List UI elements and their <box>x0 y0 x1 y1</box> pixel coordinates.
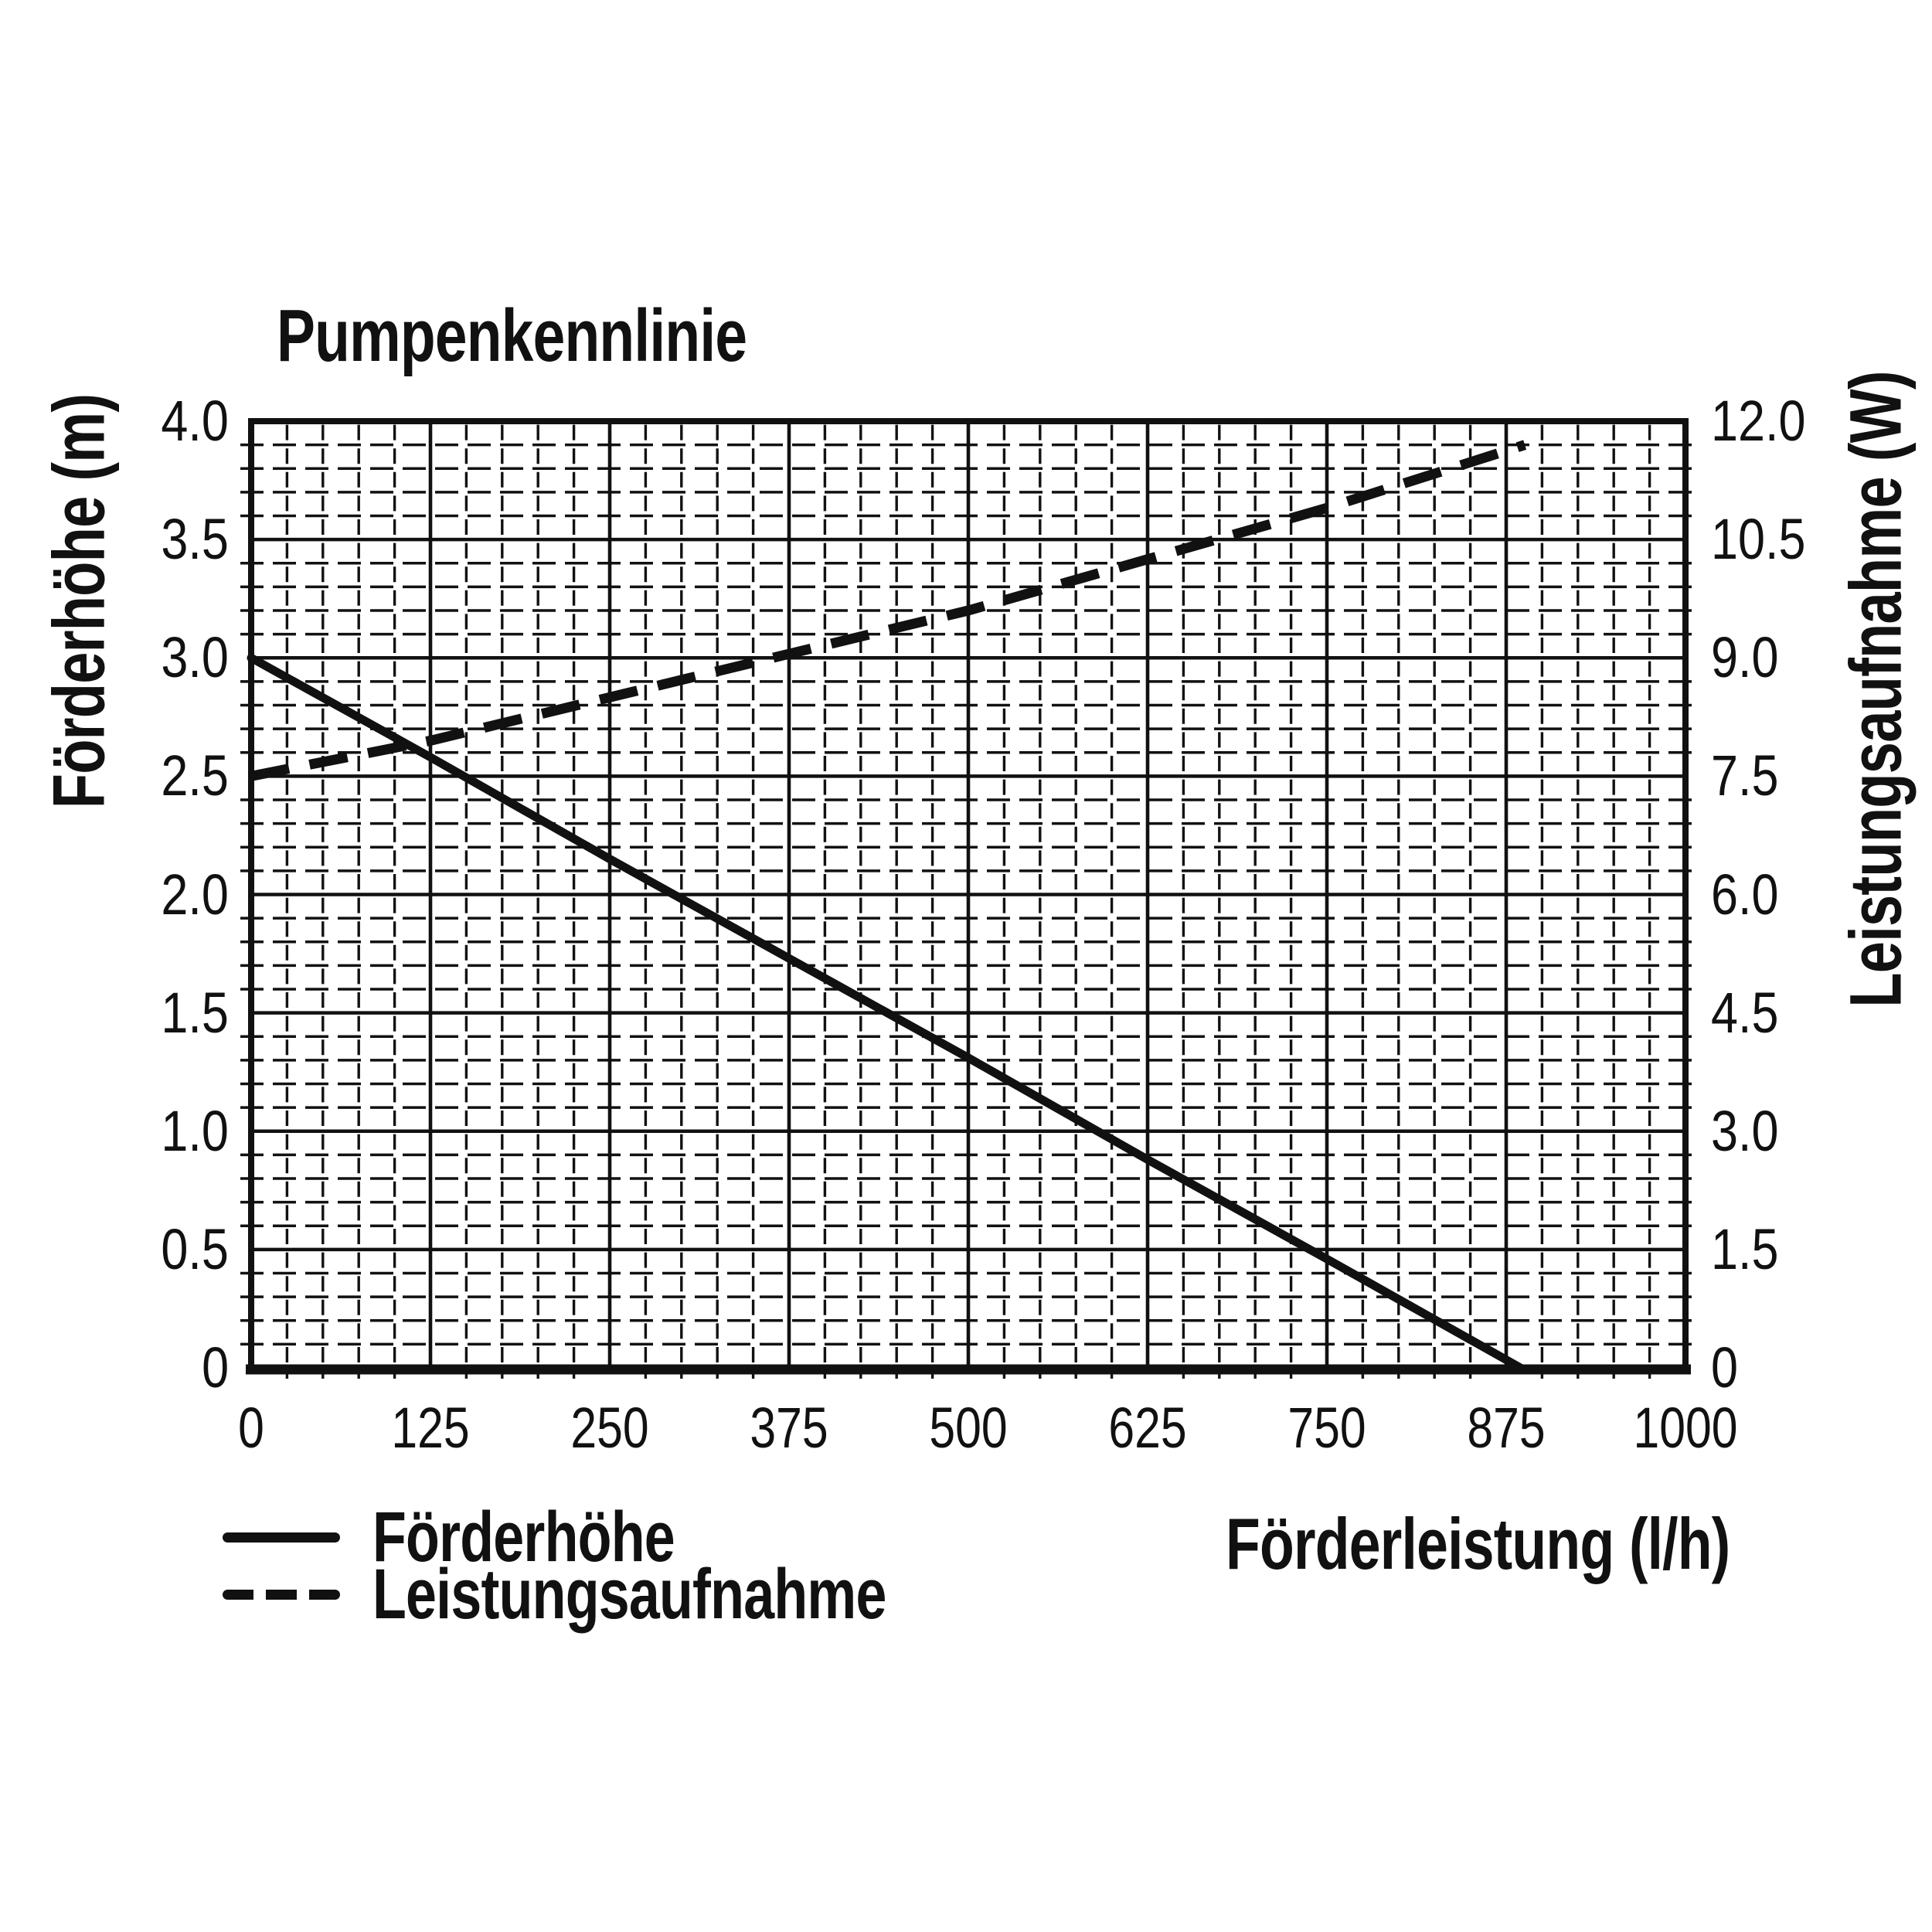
y-right-tick-label: 12.0 <box>1711 389 1806 453</box>
x-axis-title: Förderleistung (l/h) <box>1225 1503 1730 1584</box>
legend <box>223 1498 1031 1634</box>
y-left-tick-label: 4.0 <box>161 389 229 453</box>
x-tick-label: 375 <box>750 1396 828 1460</box>
y-left-tick-label: 2.5 <box>161 743 229 808</box>
y-right-tick-label: 3.0 <box>1711 1098 1779 1163</box>
chart-title: Pumpenkennlinie <box>277 294 747 377</box>
x-tick-label: 500 <box>929 1396 1008 1460</box>
x-tick-label: 0 <box>238 1396 264 1460</box>
legend-label: Leistungsaufnahme <box>372 1555 886 1634</box>
legend-solid-line-swatch <box>223 1532 340 1543</box>
left-axis-title: Förderhöhe (m) <box>38 393 121 809</box>
x-tick-label: 750 <box>1287 1396 1366 1460</box>
y-left-tick-label: 2.0 <box>161 862 229 927</box>
x-tick-label: 625 <box>1108 1396 1187 1460</box>
right-axis-title: Leistungsaufnahme (W) <box>1835 371 1917 1008</box>
y-right-tick-label: 7.5 <box>1711 743 1779 808</box>
legend-label: Förderhöhe <box>372 1498 675 1577</box>
y-right-tick-label: 6.0 <box>1711 862 1779 927</box>
legend-item <box>223 1555 1031 1634</box>
y-left-tick-label: 0.5 <box>161 1216 229 1281</box>
y-left-tick-label: 0 <box>202 1335 229 1400</box>
y-right-tick-label: 4.5 <box>1711 980 1779 1045</box>
y-right-tick-label: 1.5 <box>1711 1216 1779 1281</box>
x-tick-label: 875 <box>1467 1396 1546 1460</box>
x-tick-label: 1000 <box>1633 1396 1738 1460</box>
y-right-tick-label: 9.0 <box>1711 625 1779 690</box>
y-right-tick-label: 10.5 <box>1711 507 1806 572</box>
y-left-tick-label: 1.0 <box>161 1098 229 1163</box>
x-tick-label: 125 <box>391 1396 470 1460</box>
y-left-tick-label: 3.5 <box>161 507 229 572</box>
y-left-tick-label: 1.5 <box>161 980 229 1045</box>
legend-dashed-line-swatch <box>223 1590 340 1600</box>
y-right-tick-label: 0 <box>1711 1335 1738 1400</box>
y-left-tick-label: 3.0 <box>161 625 229 690</box>
x-tick-label: 250 <box>570 1396 649 1460</box>
